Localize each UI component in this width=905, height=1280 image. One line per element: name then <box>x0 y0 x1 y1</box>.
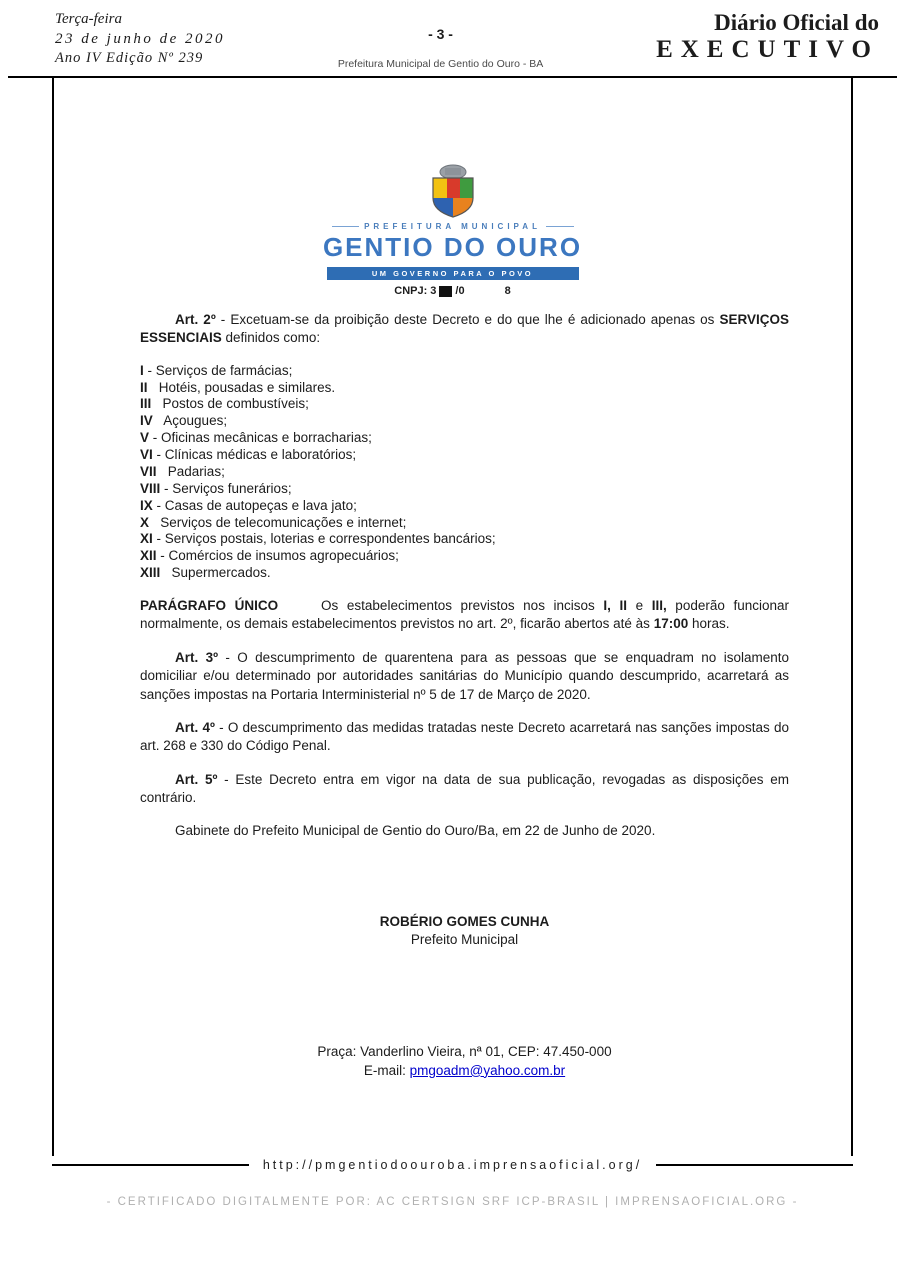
weekday-text: Terça-feira <box>55 11 122 27</box>
logo-slogan-wrap <box>54 263 851 281</box>
mayor-name: ROBÉRIO GOMES CUNHA <box>379 913 550 929</box>
paragrafo-unico: PARÁGRAFO ÚNICO Os estabelecimentos previstos nos incisos I, II e III, poderão funcionar normalmente, os demais estabelecimentos previstos no art. 2º, ficarão abertos até às 17:00 horas. <box>140 598 793 632</box>
article-5-number: Art. 5º <box>175 771 218 787</box>
date-text: 23 de junho de 2020 <box>55 30 225 47</box>
list-item: VI - Clínicas médicas e laboratórios; <box>140 447 357 463</box>
official-press-url: http://pmgentiodoouroba.imprensaoficial.org/ <box>262 1158 643 1172</box>
logo-city-name: GENTIO DO OURO <box>322 232 583 262</box>
list-item: XIII Supermercados. <box>140 565 271 581</box>
article-3-paragraph: Art. 3º - O descumprimento de quarentena para as pessoas que se enquadram no isolamento domiciliar e/ou determinado por autoridades sanitárias do Município quando descumprido, acarretará as sanções impostas na Portaria Interministerial nº 5 de 17 de Março de 2020. <box>140 649 793 702</box>
article-2-text-1: - Excetuam-se da proibição deste Decreto e do que lhe é adicionado apenas os <box>215 312 720 327</box>
list-item: III Postos de combustíveis; <box>140 396 309 412</box>
list-item: II Hotéis, pousadas e similares. <box>140 379 336 395</box>
document-frame <box>52 78 853 1156</box>
header-date-block <box>55 10 225 68</box>
decree-body <box>54 297 851 1080</box>
masthead <box>656 10 879 65</box>
mayor-title: Prefeito Municipal <box>410 932 519 948</box>
redaction-mark <box>439 286 452 297</box>
address-line: Praça: Vanderlino Vieira, nª 01, CEP: 47.450-000 <box>317 1044 612 1060</box>
email-line <box>140 1062 789 1080</box>
article-2-paragraph <box>140 311 793 348</box>
masthead-line2: EXECUTIVO <box>656 36 879 64</box>
list-item: VII Padarias; <box>140 463 225 479</box>
article-4-number: Art. 4º <box>175 719 215 735</box>
coat-of-arms-icon <box>424 164 482 220</box>
article-2-number: Art. 2º <box>175 312 216 327</box>
list-item: XII - Comércios de insumos agropecuários; <box>140 548 399 564</box>
digital-certificate-notice: - CERTIFICADO DIGITALMENTE POR: AC CERTSIGN SRF ICP-BRASIL | IMPRENSAOFICIAL.ORG - <box>106 1196 799 1208</box>
list-item: IX - Casas de autopeças e lava jato; <box>140 497 357 513</box>
cnpj-line <box>54 285 851 297</box>
cnpj-digit-1: 3 <box>430 285 437 297</box>
cnpj-digit-3: 8 <box>504 285 511 297</box>
essential-services-list <box>140 363 789 582</box>
header-center <box>338 10 543 70</box>
page-number: - 3 - <box>428 26 453 42</box>
logo-prefeitura-label <box>327 222 579 231</box>
cnpj-label: CNPJ: <box>394 285 428 297</box>
list-item: V - Oficinas mecânicas e borracharias; <box>140 430 372 446</box>
logo-prefeitura-text: PREFEITURA MUNICIPAL <box>364 222 541 231</box>
paragrafo-unico-label: PARÁGRAFO ÚNICO <box>140 598 279 614</box>
article-5-paragraph: Art. 5º - Este Decreto entra em vigor na data de sua publicação, revogadas as disposições em contrário. <box>140 771 793 805</box>
logo-slogan: UM GOVERNO PARA O POVO <box>327 267 579 280</box>
cnpj-digit-2: /0 <box>455 285 465 297</box>
address-block <box>140 1043 789 1080</box>
list-item: X Serviços de telecomunicações e internet; <box>140 514 407 530</box>
article-2-bold-services: SERVIÇOS ESSENCIAIS <box>140 312 793 346</box>
page-header <box>0 0 905 76</box>
list-item: XI - Serviços postais, loterias e correspondentes bancários; <box>140 531 496 547</box>
article-4-paragraph: Art. 4º - O descumprimento das medidas tratadas neste Decreto acarretará nas sanções impostas do art. 268 e 330 do Código Penal. <box>140 719 793 754</box>
email-link[interactable]: pmgoadm@yahoo.com.br <box>409 1062 566 1078</box>
article-2-text-2: definidos como: <box>221 330 321 346</box>
gabinete-line: Gabinete do Prefeito Municipal de Gentio do Ouro/Ba, em 22 de Junho de 2020. <box>175 823 656 839</box>
municipality-logo <box>54 78 851 297</box>
official-press-url-row <box>52 1158 853 1172</box>
signature-block <box>140 913 789 950</box>
list-item: I - Serviços de farmácias; <box>140 362 293 378</box>
list-item: VIII - Serviços funerários; <box>140 480 292 496</box>
edition-text: Ano IV Edição Nº 239 <box>55 50 204 66</box>
list-item: IV Açougues; <box>140 413 228 429</box>
entity-name: Prefeitura Municipal de Gentio do Ouro - BA <box>337 58 544 70</box>
email-label: E-mail: <box>363 1062 410 1078</box>
masthead-line1: Diário Oficial do <box>714 10 879 35</box>
article-3-number: Art. 3º <box>175 649 219 665</box>
